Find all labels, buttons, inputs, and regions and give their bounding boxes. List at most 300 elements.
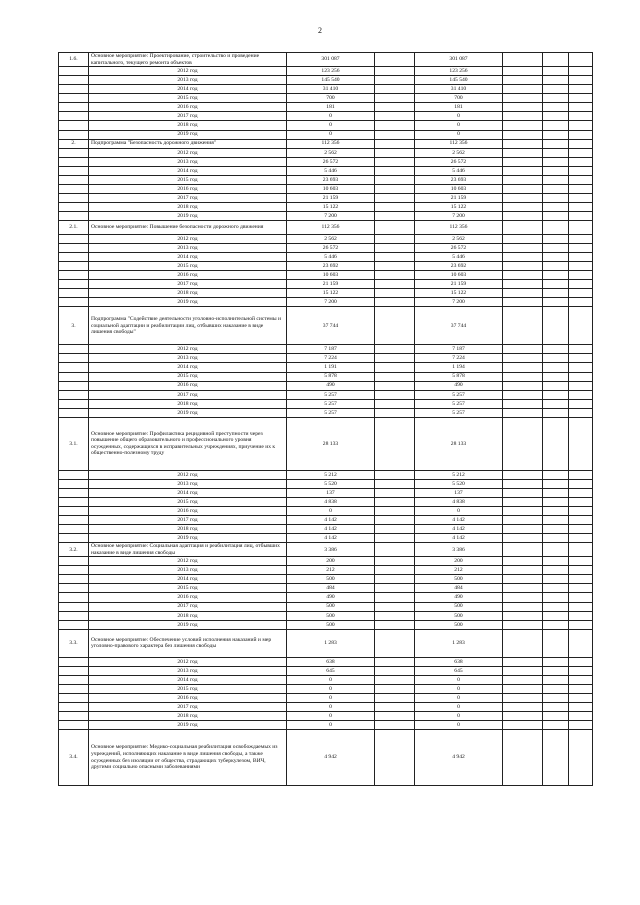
year-cell: 2012 год [89,67,287,76]
empty-cell [543,202,569,211]
empty-cell [503,53,543,67]
empty-cell [543,211,569,220]
total-value-cell: 112 356 [287,139,375,148]
total-value-cell: 145 540 [287,76,375,85]
empty-cell [569,103,593,112]
empty-cell [375,53,415,67]
empty-cell [375,611,415,620]
empty-cell [503,557,543,566]
total-value-cell: 484 [287,584,375,593]
empty-cell [503,244,543,253]
empty-cell [375,479,415,488]
total-value-cell: 5 212 [287,470,375,479]
year-cell: 2019 год [89,408,287,417]
total-value-cell: 10 603 [287,271,375,280]
row-number-cell [59,557,89,566]
empty-cell [503,76,543,85]
empty-cell [503,175,543,184]
empty-cell [375,94,415,103]
empty-cell [375,244,415,253]
empty-cell [503,525,543,534]
row-number-cell [59,515,89,524]
budget-value-cell: 7 224 [415,354,503,363]
empty-cell [503,354,543,363]
empty-cell [569,506,593,515]
row-number-cell [59,94,89,103]
year-cell: 2017 год [89,602,287,611]
empty-cell [569,67,593,76]
year-cell: 2016 год [89,103,287,112]
total-value-cell: 37 744 [287,307,375,345]
year-cell: 2012 год [89,557,287,566]
table-row-year [59,166,593,175]
empty-cell [569,620,593,629]
total-value-cell: 31 410 [287,85,375,94]
empty-cell [569,372,593,381]
year-cell: 2018 год [89,289,287,298]
empty-cell [569,488,593,497]
budget-value-cell: 37 744 [415,307,503,345]
row-number-cell [59,193,89,202]
budget-value-cell: 112 356 [415,220,503,234]
row-number-cell [59,399,89,408]
table-row-year [59,148,593,157]
empty-cell [543,557,569,566]
empty-cell [503,657,543,666]
budget-value-cell: 2 562 [415,148,503,157]
table-row-year [59,67,593,76]
table-row-year [59,620,593,629]
empty-cell [375,584,415,593]
total-value-cell: 137 [287,488,375,497]
total-value-cell: 500 [287,575,375,584]
row-number-cell [59,602,89,611]
empty-cell [569,253,593,262]
empty-cell [375,666,415,675]
table-row-year [59,289,593,298]
total-value-cell: 23 693 [287,175,375,184]
empty-cell [503,130,543,139]
year-cell: 2018 год [89,202,287,211]
budget-value-cell: 21 159 [415,280,503,289]
empty-cell [543,112,569,121]
table-row-year [59,408,593,417]
empty-cell [569,566,593,575]
total-value-cell: 123 256 [287,67,375,76]
total-value-cell: 500 [287,602,375,611]
budget-value-cell: 123 256 [415,67,503,76]
empty-cell [503,584,543,593]
row-number-cell [59,202,89,211]
empty-cell [375,620,415,629]
total-value-cell: 0 [287,675,375,684]
budget-value-cell: 15 122 [415,289,503,298]
budget-value-cell: 5 446 [415,166,503,175]
total-value-cell: 1 283 [287,629,375,657]
empty-cell [569,408,593,417]
empty-cell [569,515,593,524]
empty-cell [569,657,593,666]
table-row-program [59,220,593,234]
empty-cell [375,543,415,557]
budget-value-cell: 490 [415,381,503,390]
table-body [59,53,593,786]
budget-table [58,52,593,786]
table-row-year [59,575,593,584]
total-value-cell: 5 520 [287,479,375,488]
row-number-cell [59,148,89,157]
empty-cell [569,307,593,345]
empty-cell [543,345,569,354]
table-row-program [59,543,593,557]
year-cell: 2019 год [89,211,287,220]
empty-cell [503,693,543,702]
empty-cell [375,139,415,148]
total-value-cell: 4 142 [287,534,375,543]
total-value-cell: 5 257 [287,390,375,399]
total-value-cell: 15 122 [287,289,375,298]
empty-cell [503,399,543,408]
table-row-year [59,557,593,566]
table-row-year [59,479,593,488]
empty-cell [503,234,543,243]
total-value-cell: 10 603 [287,184,375,193]
row-number-cell [59,372,89,381]
budget-value-cell: 0 [415,684,503,693]
row-number-cell [59,575,89,584]
table-row-year [59,566,593,575]
year-cell: 2013 год [89,157,287,166]
year-cell: 2016 год [89,593,287,602]
row-number-cell [59,280,89,289]
empty-cell [543,684,569,693]
budget-value-cell: 638 [415,657,503,666]
budget-value-cell: 5 257 [415,399,503,408]
empty-cell [503,730,543,786]
empty-cell [543,184,569,193]
budget-value-cell: 4 142 [415,525,503,534]
year-cell: 2017 год [89,515,287,524]
empty-cell [375,345,415,354]
empty-cell [503,67,543,76]
empty-cell [375,711,415,720]
empty-cell [543,479,569,488]
total-value-cell: 5 446 [287,166,375,175]
row-number-cell [59,390,89,399]
year-cell: 2014 год [89,488,287,497]
year-cell: 2015 год [89,372,287,381]
empty-cell [543,53,569,67]
row-number-cell [59,184,89,193]
year-cell: 2014 год [89,85,287,94]
empty-cell [375,381,415,390]
empty-cell [569,702,593,711]
empty-cell [503,593,543,602]
table-row-year [59,593,593,602]
total-value-cell: 0 [287,693,375,702]
table-row-year [59,693,593,702]
row-number-cell [59,593,89,602]
budget-value-cell: 4 942 [415,730,503,786]
empty-cell [375,280,415,289]
row-number-cell [59,525,89,534]
budget-value-cell: 26 572 [415,157,503,166]
empty-cell [543,543,569,557]
table-row-program [59,139,593,148]
empty-cell [375,684,415,693]
row-number-cell [59,76,89,85]
year-cell: 2016 год [89,506,287,515]
empty-cell [503,711,543,720]
empty-cell [543,506,569,515]
total-value-cell: 112 356 [287,220,375,234]
row-number-cell [59,112,89,121]
empty-cell [375,470,415,479]
empty-cell [375,534,415,543]
row-number-cell [59,693,89,702]
empty-cell [375,390,415,399]
total-value-cell: 0 [287,721,375,730]
row-number-cell [59,271,89,280]
total-value-cell: 0 [287,711,375,720]
empty-cell [569,381,593,390]
total-value-cell: 7 224 [287,354,375,363]
empty-cell [569,211,593,220]
budget-value-cell: 645 [415,666,503,675]
total-value-cell: 21 159 [287,193,375,202]
empty-cell [569,543,593,557]
budget-value-cell: 23 692 [415,262,503,271]
year-cell: 2015 год [89,175,287,184]
empty-cell [569,557,593,566]
empty-cell [543,657,569,666]
year-cell: 2015 год [89,684,287,693]
budget-value-cell: 4 838 [415,497,503,506]
total-value-cell: 5 257 [287,399,375,408]
empty-cell [503,488,543,497]
row-number-cell [59,381,89,390]
empty-cell [543,85,569,94]
empty-cell [569,666,593,675]
total-value-cell: 7 187 [287,345,375,354]
empty-cell [569,363,593,372]
empty-cell [503,345,543,354]
table-row-year [59,103,593,112]
empty-cell [543,67,569,76]
row-number-cell [59,121,89,130]
empty-cell [375,253,415,262]
empty-cell [543,139,569,148]
empty-cell [375,220,415,234]
program-name-cell: Основное мероприятие: Повышение безопасности дорожного движения [89,220,287,234]
budget-value-cell: 145 540 [415,76,503,85]
empty-cell [375,497,415,506]
table-row-year [59,253,593,262]
row-number-cell [59,298,89,307]
total-value-cell: 26 572 [287,157,375,166]
empty-cell [503,684,543,693]
budget-value-cell: 0 [415,721,503,730]
empty-cell [375,307,415,345]
total-value-cell: 645 [287,666,375,675]
empty-cell [503,390,543,399]
year-cell: 2016 год [89,271,287,280]
empty-cell [503,280,543,289]
table-row-year [59,157,593,166]
table-row-year [59,525,593,534]
empty-cell [569,390,593,399]
empty-cell [569,730,593,786]
year-cell: 2017 год [89,193,287,202]
empty-cell [503,121,543,130]
empty-cell [503,515,543,524]
budget-value-cell: 4 142 [415,515,503,524]
row-number-cell [59,408,89,417]
empty-cell [503,372,543,381]
table-row-program [59,417,593,470]
row-number-cell [59,363,89,372]
empty-cell [503,575,543,584]
budget-value-cell: 3 386 [415,543,503,557]
empty-cell [503,94,543,103]
budget-value-cell: 500 [415,575,503,584]
budget-value-cell: 0 [415,702,503,711]
year-cell: 2016 год [89,381,287,390]
empty-cell [375,112,415,121]
table-row-year [59,711,593,720]
empty-cell [503,298,543,307]
budget-value-cell: 5 878 [415,372,503,381]
empty-cell [543,693,569,702]
empty-cell [543,381,569,390]
table-row-year [59,534,593,543]
total-value-cell: 0 [287,702,375,711]
empty-cell [543,721,569,730]
empty-cell [569,711,593,720]
table-row-program [59,307,593,345]
empty-cell [543,103,569,112]
total-value-cell: 23 692 [287,262,375,271]
total-value-cell: 21 159 [287,280,375,289]
budget-value-cell: 137 [415,488,503,497]
empty-cell [503,506,543,515]
row-number-cell [59,103,89,112]
empty-cell [375,629,415,657]
row-number-cell [59,497,89,506]
table-row-year [59,584,593,593]
empty-cell [569,139,593,148]
total-value-cell: 490 [287,593,375,602]
year-cell: 2019 год [89,721,287,730]
table-row-year [59,202,593,211]
budget-value-cell: 26 572 [415,244,503,253]
year-cell: 2015 год [89,497,287,506]
empty-cell [503,363,543,372]
empty-cell [569,470,593,479]
program-name-cell: Основное мероприятие: Проектирование, строительство и проведение капитального, текущего ремонта объектов [89,53,287,67]
empty-cell [569,157,593,166]
empty-cell [503,139,543,148]
empty-cell [569,148,593,157]
total-value-cell: 200 [287,557,375,566]
row-number-cell [59,130,89,139]
row-number-cell [59,479,89,488]
empty-cell [543,354,569,363]
empty-cell [375,417,415,470]
row-number-cell: 3.1. [59,417,89,470]
total-value-cell: 4 142 [287,525,375,534]
empty-cell [543,497,569,506]
budget-value-cell: 490 [415,593,503,602]
empty-cell [375,557,415,566]
empty-cell [503,262,543,271]
empty-cell [543,566,569,575]
table-row-year [59,85,593,94]
empty-cell [503,193,543,202]
empty-cell [503,702,543,711]
table-row-year [59,497,593,506]
empty-cell [503,497,543,506]
empty-cell [543,417,569,470]
empty-cell [503,620,543,629]
row-number-cell [59,657,89,666]
budget-value-cell: 484 [415,584,503,593]
empty-cell [569,575,593,584]
empty-cell [375,566,415,575]
table-row-year [59,399,593,408]
budget-value-cell: 0 [415,121,503,130]
row-number-cell [59,175,89,184]
total-value-cell: 638 [287,657,375,666]
budget-value-cell: 0 [415,693,503,702]
empty-cell [375,702,415,711]
table-row-year [59,702,593,711]
row-number-cell [59,289,89,298]
total-value-cell: 2 562 [287,148,375,157]
empty-cell [569,298,593,307]
table-row-year [59,666,593,675]
empty-cell [543,515,569,524]
budget-value-cell: 500 [415,611,503,620]
year-cell: 2019 год [89,620,287,629]
year-cell: 2013 год [89,244,287,253]
empty-cell [375,67,415,76]
empty-cell [503,184,543,193]
empty-cell [543,298,569,307]
empty-cell [543,730,569,786]
total-value-cell: 500 [287,620,375,629]
row-number-cell [59,67,89,76]
budget-value-cell: 0 [415,130,503,139]
empty-cell [503,253,543,262]
empty-cell [569,262,593,271]
page-number: 2 [318,26,322,35]
empty-cell [569,417,593,470]
total-value-cell: 4 942 [287,730,375,786]
year-cell: 2012 год [89,148,287,157]
empty-cell [543,307,569,345]
year-cell: 2013 год [89,354,287,363]
empty-cell [543,611,569,620]
empty-cell [503,381,543,390]
row-number-cell [59,488,89,497]
budget-value-cell: 7 187 [415,345,503,354]
program-name-cell: Основное мероприятие: Социальная адаптация и реабилитация лиц, отбывших наказание в виде лишения свободы [89,543,287,557]
empty-cell [543,157,569,166]
empty-cell [375,193,415,202]
year-cell: 2012 год [89,345,287,354]
table-row-year [59,130,593,139]
